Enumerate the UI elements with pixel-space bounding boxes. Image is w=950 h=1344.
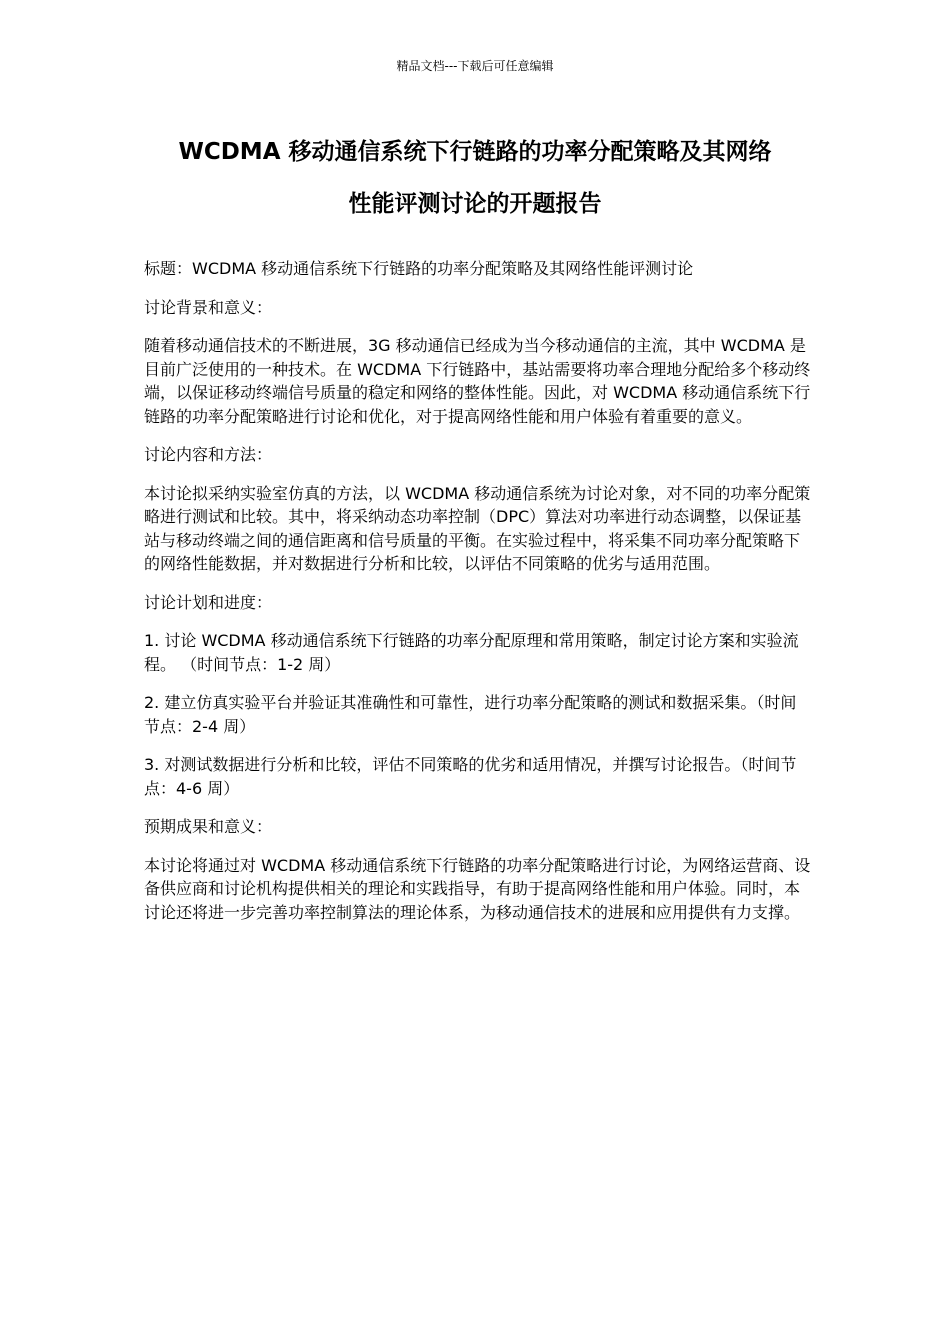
plan-item: 3. 对测试数据进行分析和比较，评估不同策略的优劣和适用情况，并撰写讨论报告。（时间节点：4-6 周） — [144, 755, 797, 798]
subject-line: 标题：WCDMA 移动通信系统下行链路的功率分配策略及其网络性能评测讨论 — [144, 259, 694, 278]
background-heading: 讨论背景和意义： — [144, 297, 273, 317]
document-body — [144, 257, 812, 939]
method-paragraph: 本讨论拟采纳实验室仿真的方法，以 WCDMA 移动通信系统为讨论对象，对不同的功率分配策略进行测试和比较。其中，将采纳动态功率控制（DPC）算法对功率进行动态调整，以保证基站与移动终端之间的通信距离和信号质量的平衡。在实验过程中，将采集不同功率分配策略下的网络性能数据，并对数据进行分析和比较，以评估不同策略的优劣与适用范围。 — [144, 483, 811, 573]
title-line-1: WCDMA 移动通信系统下行链路的功率分配策略及其网络 — [178, 139, 772, 165]
header-note: 精品文档---下载后可任意编辑 — [396, 59, 554, 73]
outcome-heading: 预期成果和意义： — [144, 817, 273, 836]
document-title — [120, 126, 830, 230]
plan-item: 1. 讨论 WCDMA 移动通信系统下行链路的功率分配原理和常用策略，制定讨论方案和实验流程。 （时间节点：1-2 周） — [144, 631, 799, 674]
outcome-paragraph: 本讨论将通过对 WCDMA 移动通信系统下行链路的功率分配策略进行讨论，为网络运营商、设备供应商和讨论机构提供相关的理论和实践指导，有助于提高网络性能和用户体验。同时，本讨论还将进一步完善功率控制算法的理论体系，为移动通信技术的进展和应用提供有力支撑。 — [144, 855, 811, 922]
title-line-2: 性能评测讨论的开题报告 — [348, 191, 602, 217]
method-heading: 讨论内容和方法： — [144, 445, 273, 464]
plan-heading: 讨论计划和进度： — [144, 592, 273, 612]
plan-item: 2. 建立仿真实验平台并验证其准确性和可靠性，进行功率分配策略的测试和数据采集。（时间节点：2-4 周） — [144, 693, 797, 736]
background-paragraph: 随着移动通信技术的不断进展，3G 移动通信已经成为当今移动通信的主流，其中 WCDMA 是目前广泛使用的一种技术。在 WCDMA 下行链路中，基站需要将功率合理地分配给多个移动终端，以保证移动终端信号质量的稳定和网络的整体性能。因此，对 WCDMA 移动通信系统下行链路的功率分配策略进行讨论和优化，对于提高网络性能和用户体验有着重要的意义。 — [144, 336, 811, 426]
